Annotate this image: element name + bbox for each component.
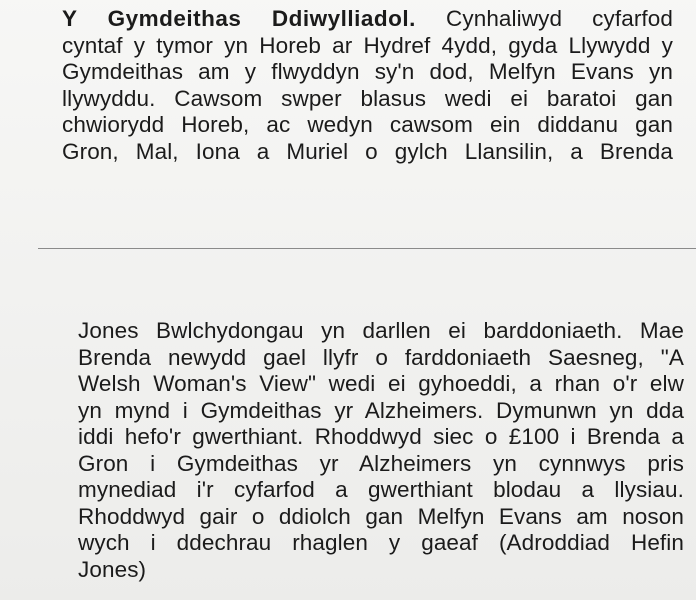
article-text-line: Jones Bwlchydongau yn darllen ei barddoniaeth. Mae: [78, 318, 684, 343]
article-bottom-column: [78, 318, 684, 583]
article-text-line: Gron i Gymdeithas yr Alzheimers yn cynnwys pris: [78, 450, 684, 476]
article-text-line: iddi hefo'r gwerthiant. Rhoddwyd siec o £100 i Brenda a: [78, 424, 684, 449]
article-text-line: cyntaf y tymor yn Horeb ar Hydref 4ydd, gyda Llywydd y: [62, 32, 673, 58]
article-text-line: Brenda newydd gael llyfr o farddoniaeth Saesneg, "A: [78, 344, 684, 370]
article-text-line: Cynhaliwyd cyfarfod: [415, 6, 673, 31]
article-first-line: [62, 6, 673, 33]
article-text-line: Rhoddwyd gair o ddiolch gan Melfyn Evans am noson: [78, 503, 684, 529]
article-top-column: [62, 6, 673, 165]
column-divider-rule: [38, 248, 696, 249]
article-text-line: Welsh Woman's View" wedi ei gyhoeddi, a rhan o'r elw: [78, 371, 684, 396]
article-text-line: yn mynd i Gymdeithas yr Alzheimers. Dymunwn yn dda: [78, 397, 684, 423]
article-text-line: Gron, Mal, Iona a Muriel o gylch Llansilin, a Brenda: [62, 138, 673, 164]
article-text-line: Gymdeithas am y flwyddyn sy'n dod, Melfyn Evans yn: [62, 59, 673, 84]
article-text-line: llywyddu. Cawsom swper blasus wedi ei baratoi gan: [62, 85, 673, 111]
article-text-line: wych i ddechrau rhaglen y gaeaf (Adroddiad Hefin: [78, 530, 684, 555]
article-heading: Y Gymdeithas Ddiwylliadol.: [62, 6, 416, 31]
article-text-line: Jones): [78, 556, 147, 582]
article-text-line: mynediad i'r cyfarfod a gwerthiant blodau a llysiau.: [78, 477, 684, 502]
article-text-line: chwiorydd Horeb, ac wedyn cawsom ein diddanu gan: [62, 112, 673, 137]
